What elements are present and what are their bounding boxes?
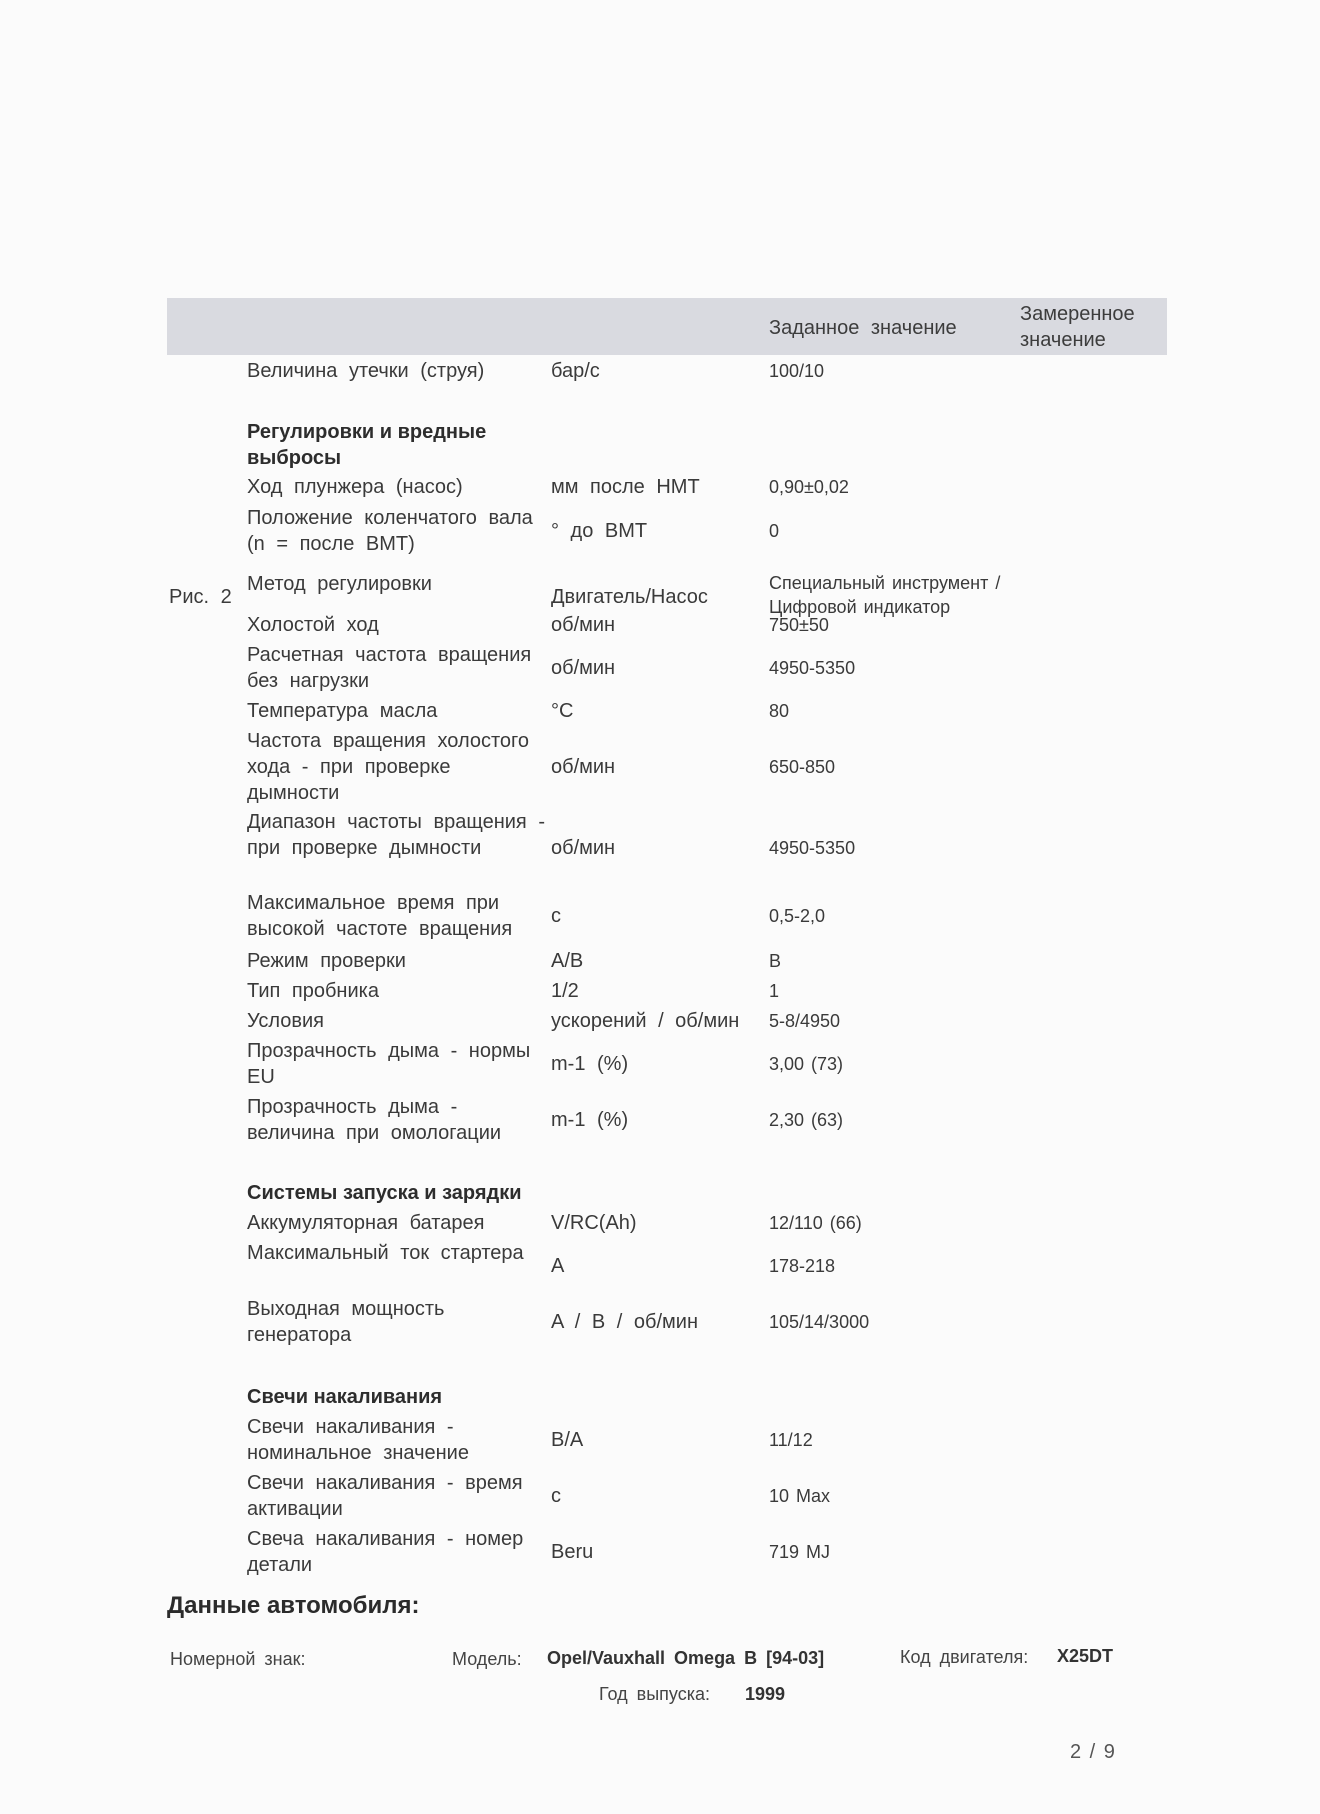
- target-value: 10 Max: [769, 1486, 831, 1506]
- engine-code-value: X25DT: [1057, 1646, 1114, 1666]
- parameter-unit: об/мин: [551, 614, 616, 636]
- figure-reference: Рис. 2: [169, 586, 232, 608]
- parameter-unit: ускорений / об/мин: [551, 1010, 740, 1032]
- target-value: 0,5-2,0: [769, 906, 826, 926]
- parameter-unit: с: [551, 905, 561, 927]
- parameter-name: Холостой ход: [247, 614, 379, 636]
- parameter-unit: мм после НМТ: [551, 476, 700, 498]
- target-value: 2,30 (63): [769, 1110, 844, 1130]
- target-value: 1: [769, 981, 780, 1001]
- plate-label: Номерной знак:: [170, 1649, 306, 1669]
- parameter-name: Режим проверки: [247, 950, 406, 972]
- target-value: 100/10: [769, 361, 825, 381]
- parameter-name: Ход плунжера (насос): [247, 476, 463, 498]
- parameter-unit: c: [551, 1485, 561, 1507]
- parameter-unit: об/мин: [551, 837, 616, 859]
- target-value: 650-850: [769, 757, 836, 777]
- parameter-name: Максимальный ток стартера: [247, 1242, 524, 1264]
- target-value: 178-218: [769, 1256, 836, 1276]
- parameter-unit: B/A: [551, 1429, 584, 1451]
- column-header-target: Заданное значение: [769, 317, 957, 339]
- parameter-unit: Двигатель/Насос: [551, 586, 708, 608]
- parameter-name: Температура масла: [247, 700, 438, 722]
- parameter-name: Величина утечки (струя): [247, 360, 485, 382]
- target-value: 0,90±0,02: [769, 477, 849, 497]
- parameter-name: Тип пробника: [247, 980, 379, 1002]
- vehicle-data-title: Данные автомобиля:: [167, 1592, 420, 1619]
- section-heading: Системы запуска и зарядки: [247, 1182, 522, 1204]
- parameter-name: Свеча накаливания - номер детали: [247, 1528, 524, 1576]
- parameter-name: Прозрачность дыма - величина при омологации: [247, 1096, 502, 1144]
- parameter-unit: бар/с: [551, 360, 600, 382]
- parameter-name: Прозрачность дыма - нормы EU: [247, 1040, 531, 1088]
- target-value: Специальный инструмент / Цифровой индикатор: [769, 573, 1001, 617]
- section-heading: Свечи накаливания: [247, 1386, 443, 1408]
- target-value: 12/110 (66): [769, 1213, 862, 1233]
- parameter-name: Максимальное время при высокой частоте вращения: [247, 892, 513, 940]
- parameter-unit: 1/2: [551, 980, 579, 1002]
- parameter-name: Метод регулировки: [247, 573, 432, 595]
- target-value: 0: [769, 521, 780, 541]
- parameter-unit: об/мин: [551, 756, 616, 778]
- parameter-unit: A / B / об/мин: [551, 1311, 699, 1333]
- parameter-unit: об/мин: [551, 657, 616, 679]
- parameter-unit: V/RC(Ah): [551, 1212, 637, 1234]
- target-value: 750±50: [769, 615, 829, 635]
- parameter-name: Частота вращения холостого хода - при проверке дымности: [247, 730, 530, 804]
- parameter-unit: °C: [551, 700, 574, 722]
- target-value: 105/14/3000: [769, 1312, 870, 1332]
- parameter-unit: Beru: [551, 1541, 594, 1563]
- target-value: 5-8/4950: [769, 1011, 841, 1031]
- parameter-name: Выходная мощность генератора: [247, 1298, 445, 1346]
- parameter-name: Диапазон частоты вращения - при проверке дымности: [247, 811, 545, 859]
- model-value: Opel/Vauxhall Omega B [94-03]: [547, 1648, 825, 1668]
- parameter-unit: A/B: [551, 950, 584, 972]
- parameter-name: Аккумуляторная батарея: [247, 1212, 485, 1234]
- parameter-name: Условия: [247, 1010, 325, 1032]
- target-value: 3,00 (73): [769, 1054, 844, 1074]
- parameter-unit: m-1 (%): [551, 1053, 629, 1075]
- target-value: 11/12: [769, 1430, 813, 1450]
- target-value: 4950-5350: [769, 658, 856, 678]
- parameter-name: Положение коленчатого вала (n = после ВМТ): [247, 507, 533, 555]
- year-label: Год выпуска:: [599, 1684, 710, 1704]
- target-value: 4950-5350: [769, 838, 856, 858]
- table-header: [167, 298, 1167, 355]
- model-label: Модель:: [452, 1649, 522, 1669]
- section-heading: Регулировки и вредные выбросы: [247, 421, 487, 469]
- year-value: 1999: [745, 1684, 786, 1704]
- page-number: 2 / 9: [1070, 1741, 1115, 1763]
- engine-code-label: Код двигателя:: [900, 1647, 1029, 1667]
- target-value: 719 MJ: [769, 1542, 831, 1562]
- parameter-name: Свечи накаливания - время активации: [247, 1472, 523, 1520]
- parameter-unit: m-1 (%): [551, 1109, 629, 1131]
- parameter-unit: ° до ВМТ: [551, 520, 648, 542]
- target-value: B: [769, 951, 782, 971]
- parameter-name: Свечи накаливания - номинальное значение: [247, 1416, 469, 1464]
- column-header-measured: Замеренное значение: [1020, 303, 1135, 351]
- target-value: 80: [769, 701, 790, 721]
- parameter-name: Расчетная частота вращения без нагрузки: [247, 644, 532, 692]
- parameter-unit: A: [551, 1255, 565, 1277]
